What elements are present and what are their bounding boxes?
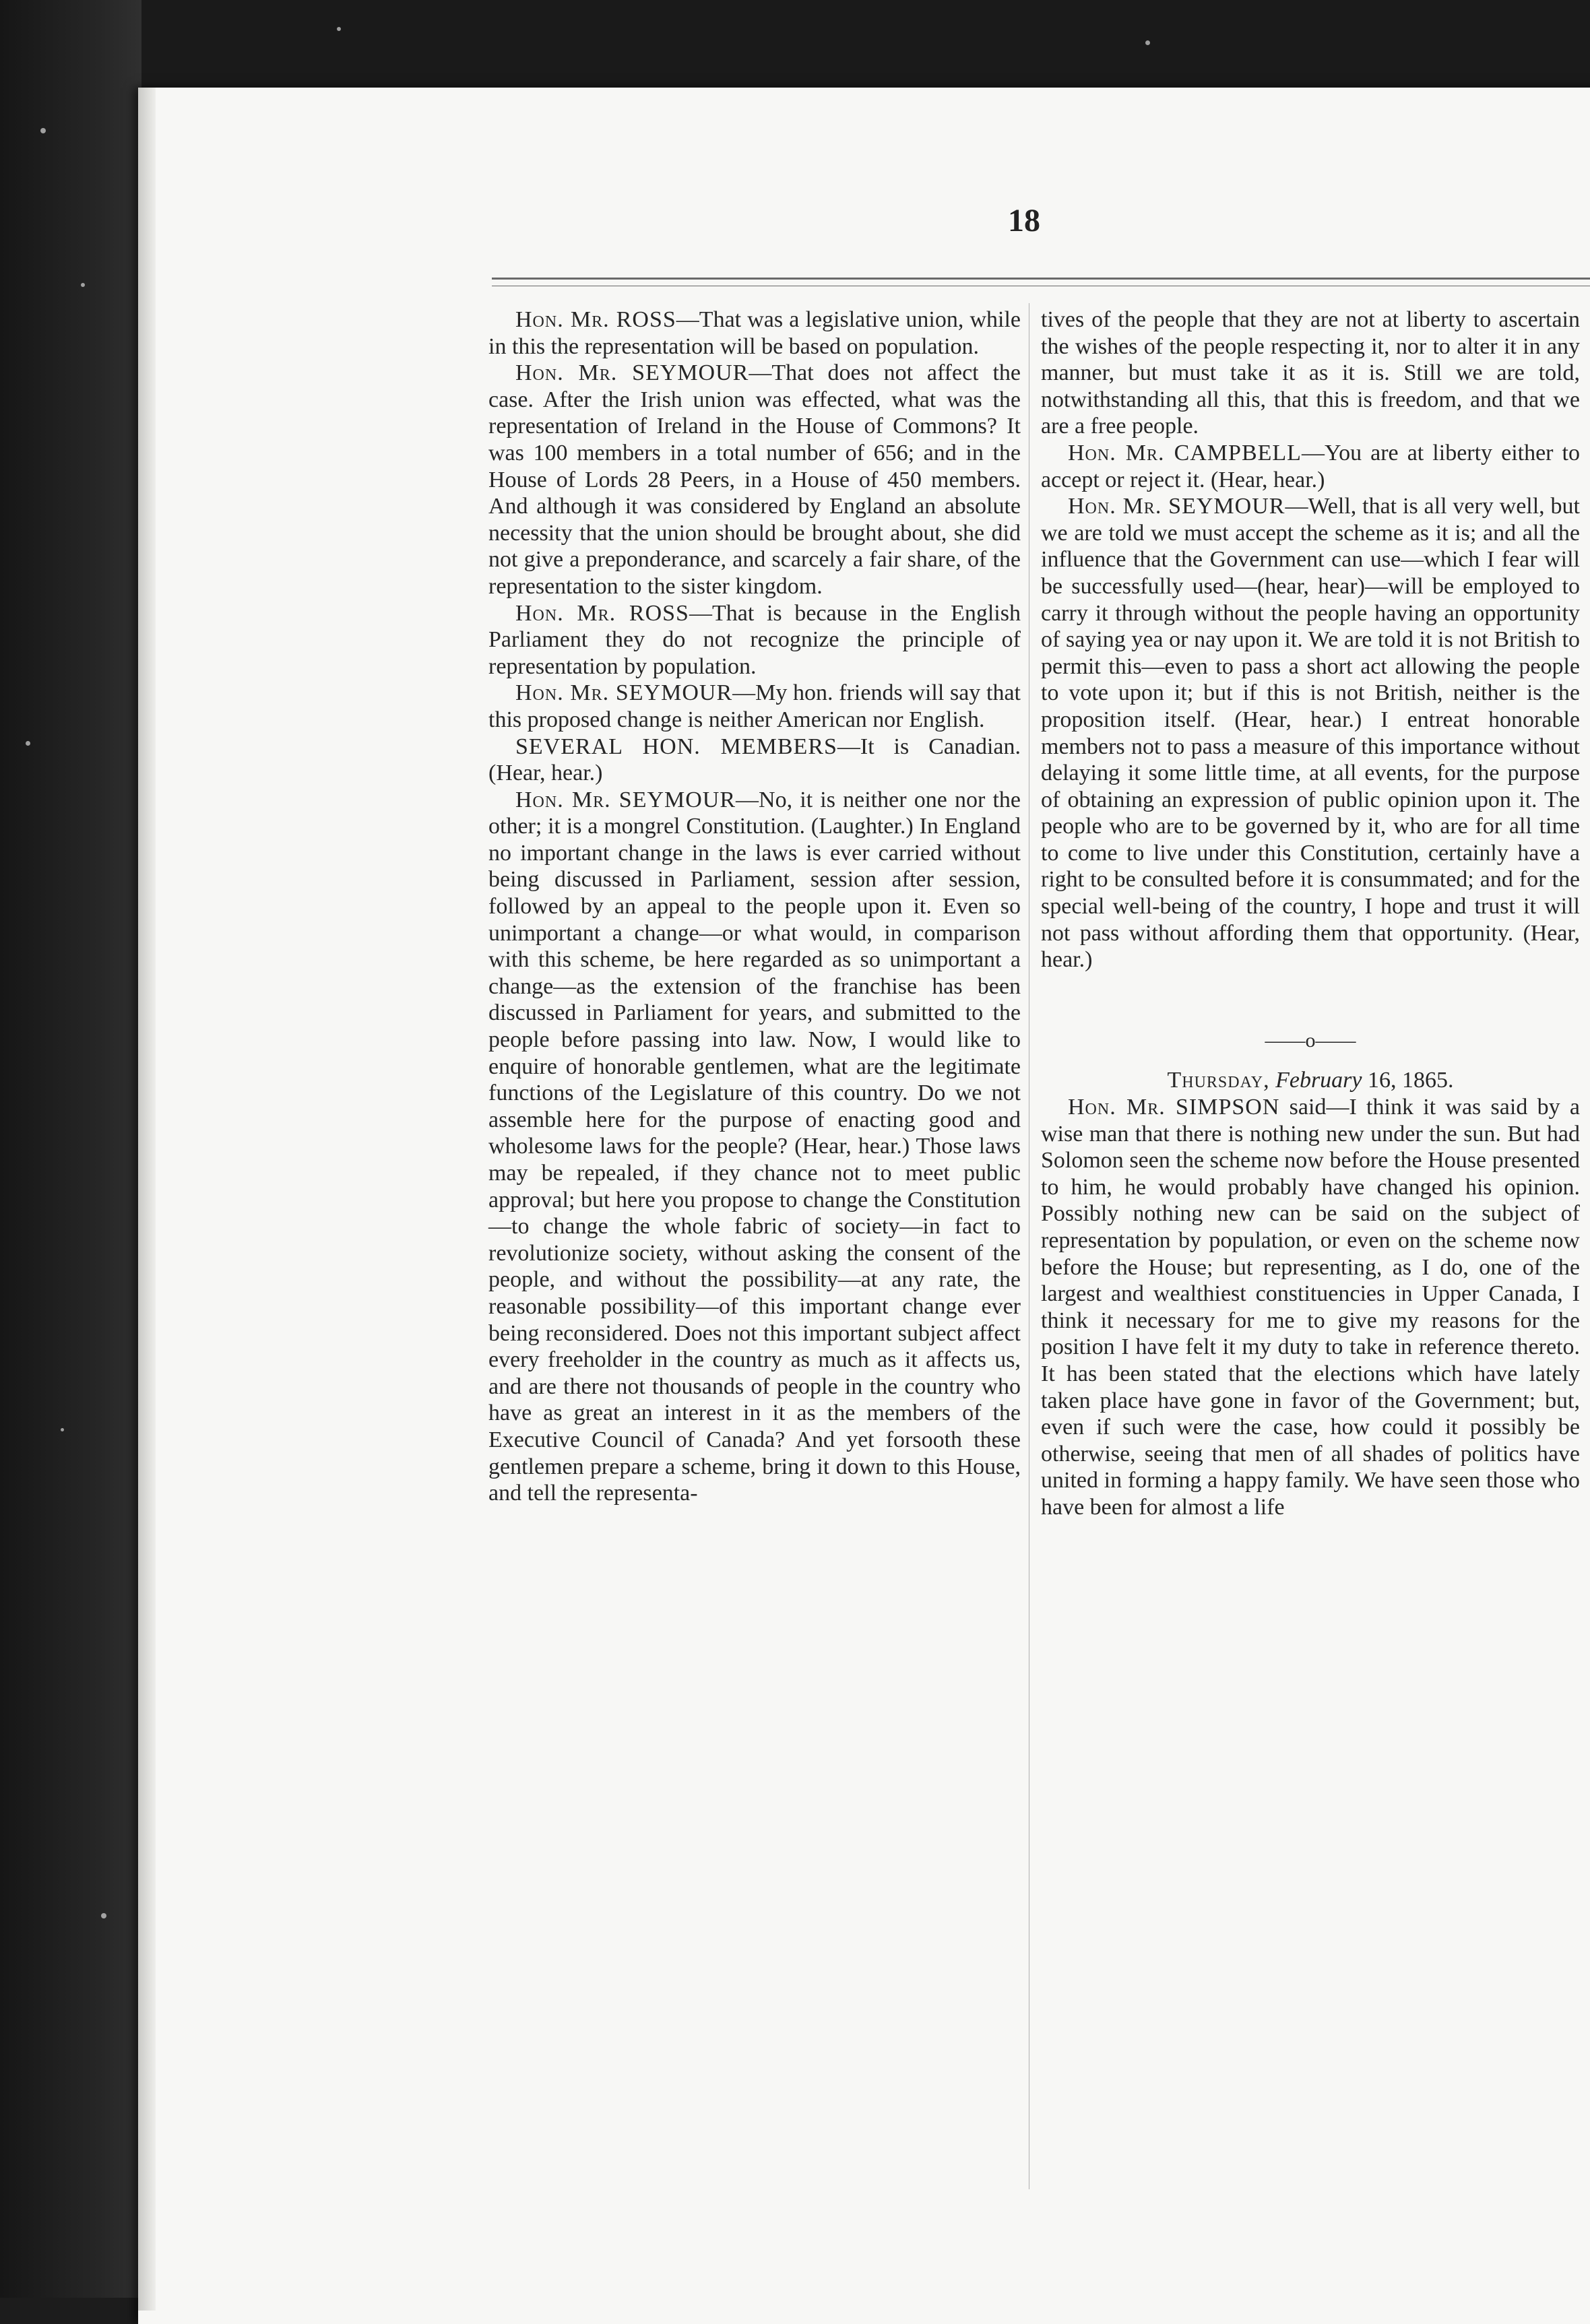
speaker-name: Hon. Mr. SEYMOUR <box>515 360 749 386</box>
speech-text: —That is because in the English Parliament they do not recognize the principle of representation by population. <box>488 600 1021 679</box>
dust-speck <box>81 283 85 287</box>
speech-text: said—I think it was said by a wise man that there is nothing new under the sun. But had Solomon seen the scheme now before the House presented to him, he would probably have changed his opinion. Possibly nothing new can be said on the subject of representation by population, or even on the scheme now before the House; but representing, as I do, one of the largest and wealthiest constituencies in Upper Canada, I think it necessary for me to give my reasons for the position I have felt it my duty to take in reference thereto. It has been stated that the elections which have lately taken place have gone in favor of the Government; but, even if such were the case, how could it possibly be otherwise, seeing that men of all shades of politics have united in forming a happy family. We have seen those who have been for almost a life <box>1041 1095 1580 1520</box>
left-column <box>488 306 1021 1507</box>
speech-text: —It is Canadian. (Hear, hear.) <box>488 734 1021 786</box>
dust-speck <box>40 128 46 133</box>
page-edge-shadow <box>138 88 156 2311</box>
speaker-name: Hon. Mr. SEYMOUR <box>1068 494 1285 519</box>
speaker-name: Hon. Mr. SEYMOUR <box>515 787 736 812</box>
speaker-name: Hon. Mr. SIMPSON <box>1068 1095 1280 1120</box>
speaker-name: Hon. Mr. SEYMOUR <box>515 680 733 706</box>
dust-speck <box>101 1913 106 1918</box>
right-column <box>1041 306 1580 1521</box>
speaker-name: SEVERAL HON. MEMBERS <box>515 734 837 759</box>
paragraph <box>1041 440 1580 493</box>
scan-background-top <box>0 0 1590 94</box>
paragraph <box>488 680 1021 733</box>
dateline <box>1041 1067 1580 1094</box>
speech-text: —That was a legislative union, while in this the representation will be based on population. <box>488 307 1021 359</box>
dust-speck <box>337 27 341 31</box>
speech-text: —No, it is neither one nor the other; it is a mongrel Constitution. (Laughter.) In England no important change in the laws is ever carried without being discussed in Parliament, session after session, followed by an appeal to the people upon it. Even so unimportant a change—or what would, in comparison with this scheme, be here regarded as so unimportant a change—as the extension of the franchise has been discussed in Parliament for years, and submitted to the people before passing into law. Now, I would like to enquire of honorable gentlemen, what are the legitimate functions of the Legislature of this country. Do we not assemble here for the purpose of enacting good and wholesome laws for the people? (Hear, hear.) Those laws may be repealed, if they chance not to meet public approval; but here you propose to change the Constitution—to change the whole fabric of society—in fact to revolutionize society, without asking the consent of the people, and without the possibility—at any rate, the reasonable possibility—of this important change ever being reconsidered. Does not this important subject affect every freeholder in the country as much as it affects us, and are there not thousands of people in the country who have as great an interest in it as the members of the Executive Council of Canada? And yet forsooth these gentlemen prepare a scheme, bring it down to this House, and tell the representa- <box>488 787 1021 1506</box>
dateline-date: 16, 1865. <box>1368 1068 1454 1093</box>
dust-speck <box>26 741 30 746</box>
speaker-name: Hon. Mr. CAMPBELL <box>1068 440 1302 465</box>
dust-speck <box>1145 40 1150 45</box>
paragraph <box>488 600 1021 680</box>
paragraph <box>1041 1094 1580 1521</box>
paragraph <box>488 787 1021 1507</box>
speech-text: —Well, that is all very well, but we are told we must accept the scheme as it is; and all the influence that the Government can use—which I fear will be successfully used—(hear, hear)—will be employed to carry it through without the people having an opportunity of saying yea or nay upon it. We are told it is not British to permit this—even to pass a short act allowing the people to vote upon it; but if this is not British, neither is the proposition itself. (Hear, hear.) I entreat honorable members not to pass a measure of this importance without delaying it some little time, at all events, for the purpose of obtaining an expression of public opinion upon it. The people who are to be governed by it, who are for all time to come to live under this Constitution, certainly have a right to be consulted before it is consummated; and for the special well-being of the country, I hope and trust it will not pass without affording them that opportunity. (Hear, hear.) <box>1041 494 1580 973</box>
speaker-name: Hon. Mr. ROSS <box>515 307 676 332</box>
speaker-name: Hon. Mr. ROSS <box>515 600 689 626</box>
paragraph-continued <box>1041 306 1580 440</box>
speech-text: —You are at liberty either to accept or reject it. (Hear, hear.) <box>1041 440 1581 492</box>
dateline-day: Thursday, <box>1167 1068 1270 1093</box>
speech-text: —My hon. friends will say that this proposed change is neither American nor English. <box>488 680 1021 732</box>
paragraph <box>488 734 1021 787</box>
dust-speck <box>61 1428 64 1431</box>
header-rule <box>492 278 1590 280</box>
paragraph <box>488 360 1021 600</box>
paragraph <box>1041 493 1580 973</box>
section-separator: ——o—— <box>1265 1029 1356 1052</box>
speech-text: tives of the people that they are not at liberty to ascertain the wishes of the people respecting it, nor to alter it in any manner, but must take it as it is. Still we are told, notwithstanding all this, that this is freedom, and that we are a free people. <box>1041 307 1580 439</box>
dateline-month: February <box>1275 1068 1362 1093</box>
scan-background-left <box>0 0 141 2298</box>
page-number: 18 <box>1008 203 1040 238</box>
paragraph <box>488 306 1021 360</box>
speech-text: —That does not affect the case. After the Irish union was effected, what was the representation of Ireland in the House of Commons? It was 100 members in a total number of 656; and in the House of Lords 28 Peers, in a House of 450 members. And although it was considered by England an absolute necessity that the union should be brought about, she did not give a preponderance, and scarcely a fair share, of the representation to the sister kingdom. <box>488 360 1021 599</box>
